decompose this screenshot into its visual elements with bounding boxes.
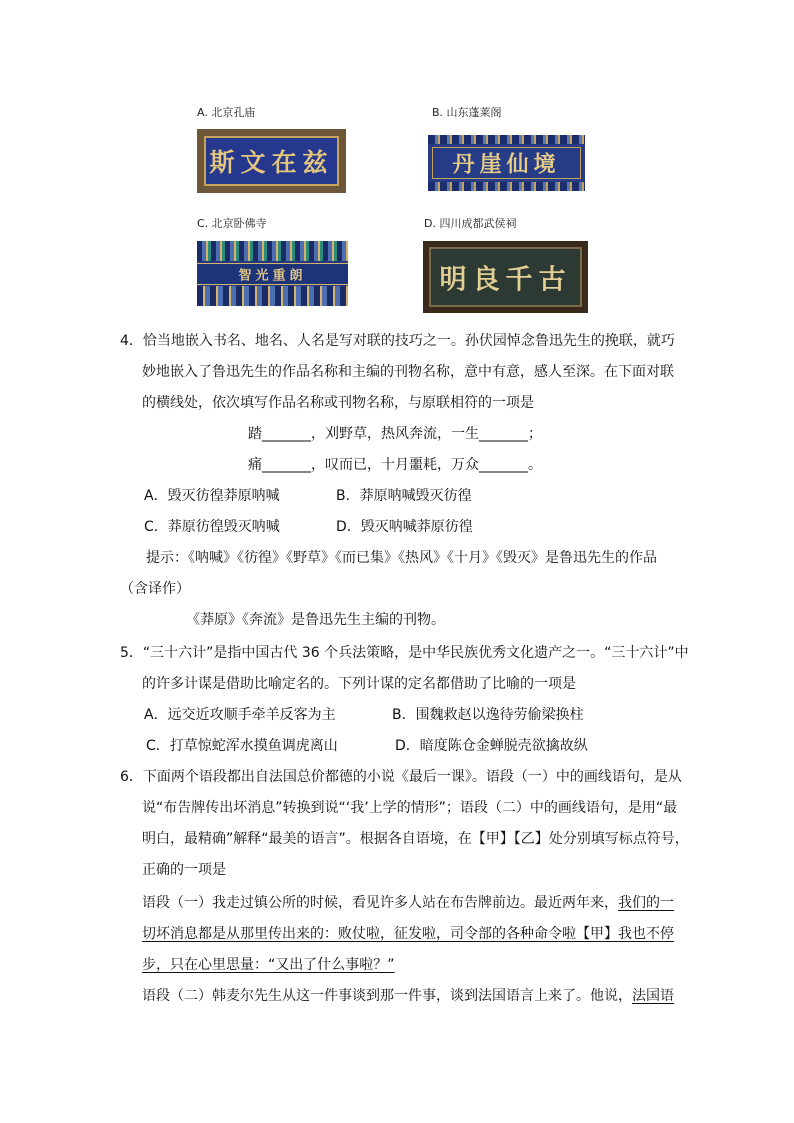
q6-line-2: 说“布告牌传出坏消息”转换到说“‘我’上学的情形”；语段（二）中的画线语句，是用“最 (142, 800, 678, 816)
plaque-c-caption: C. 北京卧佛寺 (197, 217, 267, 230)
plaque-b-image (428, 135, 585, 191)
plaque-b-caption: B. 山东蓬莱阁 (432, 106, 502, 119)
plaque-c-text: 智光重朗 (238, 268, 307, 283)
q6-passage-1-text: 语段（一）我走过镇公所的时候，看见许多人站在布告牌前边。最近两年来， (142, 895, 618, 911)
q4-hint-2: （含译作） (120, 581, 190, 597)
plaque-c-image (197, 241, 348, 306)
plaque-d-image (423, 241, 588, 313)
q5-option-b: B．围魏救赵以逸待劳偷梁换柱 (392, 707, 584, 723)
q6-passage-1-underlined-line-2: 切坏消息都是从那里传出来的：败仗啦，征发啦，司令部的各种命令啦【甲】我也不停 (142, 926, 674, 942)
q6-passage-1-underlined-start: 我们的一 (618, 895, 674, 911)
q6-line-4: 正确的一项是 (142, 862, 226, 878)
q5-line-1: 5．“三十六计”是指中国古代 36 个兵法策略，是中华民族优秀文化遗产之一。“三十六计”中 (120, 645, 689, 661)
q4-hint-3: 《莽原》《奔流》是鲁迅先生主编的刊物。 (186, 612, 445, 628)
q4-line-2: 妙地嵌入了鲁迅先生的作品名称和主编的刊物名称，意中有意，感人至深。在下面对联 (142, 364, 674, 380)
q4-couplet-1: 踏_______，刈野草，热风奔流，一生_______； (248, 426, 542, 442)
q6-passage-1-underlined-line-3: 步，只在心里思量：“又出了什么事啦？” (142, 957, 395, 973)
q5-option-d: D．暗度陈仓金蝉脱壳欲擒故纵 (395, 738, 588, 754)
plaque-a-caption: A. 北京孔庙 (197, 106, 256, 119)
plaque-d-caption: D. 四川成都武侯祠 (424, 217, 517, 230)
plaque-a-image (197, 129, 346, 193)
plaque-a-text: 斯文在兹 (209, 148, 334, 177)
q6-passage-1-line-1 (142, 893, 674, 913)
q5-line-2: 的许多计谋是借助比喻定名的。下列计谋的定名都借助了比喻的一项是 (142, 676, 576, 692)
q4-option-a: A．毁灭彷徨莽原呐喊 (144, 488, 280, 504)
q4-option-c: C．莽原彷徨毁灭呐喊 (144, 519, 280, 535)
q6-line-1: 6．下面两个语段都出自法国总价都德的小说《最后一课》。语段（一）中的画线语句，是从 (120, 769, 682, 785)
q6-line-3: 明白，最精确”解释“最美的语言”。根据各自语境，在【甲】【乙】处分别填写标点符号， (142, 831, 689, 847)
q4-option-b: B．莽原呐喊毁灭彷徨 (336, 488, 472, 504)
plaque-d-text: 明良千古 (439, 264, 572, 296)
q6-passage-2-underlined-start: 法国语 (632, 988, 674, 1004)
q6-passage-2-line-1 (142, 986, 674, 1006)
q6-passage-2-text: 语段（二）韩麦尔先生从这一件事谈到那一件事，谈到法国语言上来了。他说， (142, 988, 632, 1004)
q5-option-c: C．打草惊蛇浑水摸鱼调虎离山 (146, 738, 338, 754)
q5-option-a: A．远交近攻顺手牵羊反客为主 (144, 707, 336, 723)
q4-hint-1: 提示：《呐喊》《彷徨》《野草》《而已集》《热风》《十月》《毁灭》是鲁迅先生的作品 (146, 550, 657, 566)
q4-line-1: 4．恰当地嵌入书名、地名、人名是写对联的技巧之一。孙伏园悼念鲁迅先生的挽联，就巧 (120, 333, 675, 349)
q4-line-3: 的横线处，依次填写作品名称或刊物名称，与原联相符的一项是 (142, 395, 534, 411)
q4-option-d: D．毁灭呐喊莽原彷徨 (336, 519, 473, 535)
q4-couplet-2: 痛_______，叹而已，十月噩耗，万众_______。 (248, 457, 542, 473)
plaque-b-text: 丹崖仙境 (452, 151, 561, 178)
